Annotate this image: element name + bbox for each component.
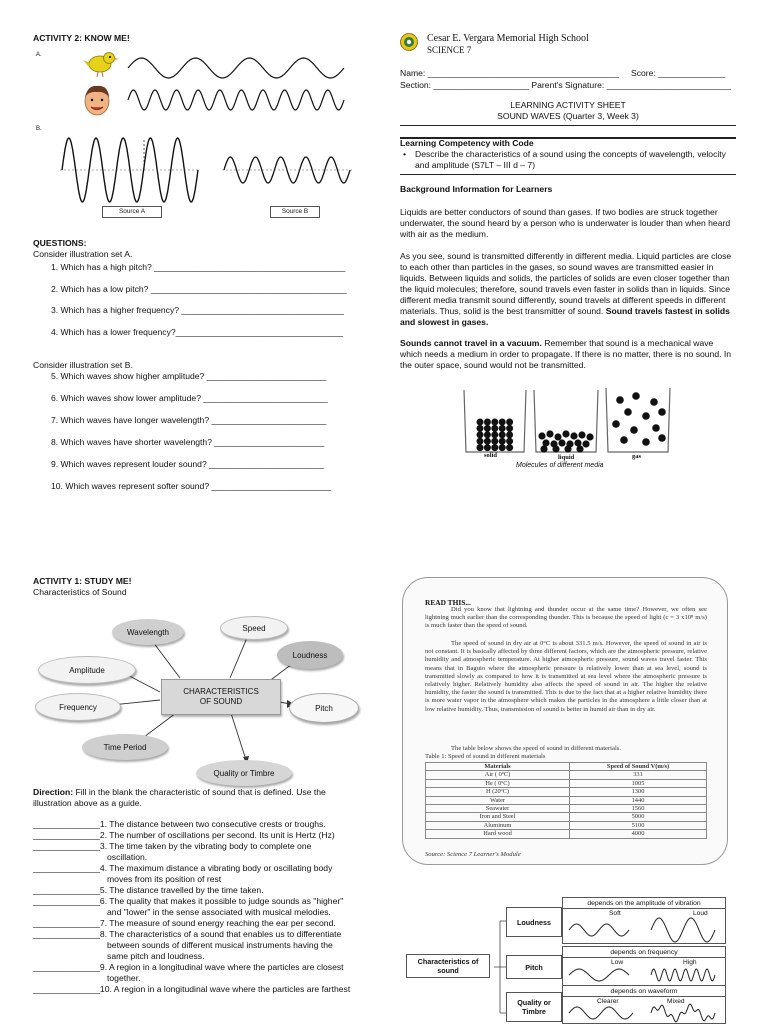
- liquid-molecule: [578, 431, 585, 438]
- gas-molecule: [642, 412, 650, 420]
- direction-bold: Direction:: [33, 787, 74, 797]
- table-cell: He ( 0ºC): [426, 779, 570, 787]
- gas-molecule: [630, 426, 638, 434]
- fill-item: ______________5. The distance travelled by the time taken.: [33, 885, 264, 895]
- liquid-molecule: [576, 445, 583, 452]
- gas-molecule: [624, 408, 632, 416]
- background-p2: [400, 251, 736, 328]
- media-beakers-illustration: [460, 386, 674, 460]
- question-5: 5. Which waves show higher amplitude? _________________________: [51, 371, 327, 381]
- liquid-molecule: [570, 432, 577, 439]
- liquid-molecule: [562, 430, 569, 437]
- liquid-molecule: [538, 432, 545, 439]
- gas-molecule: [632, 392, 640, 400]
- table-cell: H (20ºC): [426, 788, 570, 796]
- fill-item: ______________2. The number of oscillations per second. Its unit is Hertz (Hz): [33, 830, 335, 840]
- read-this-p2: The speed of sound in dry air at 0°C is about 331.5 m/s. However, the speed of sound in air is not constant. It is basically affected by three different factors, which are the atmospheric pressure, relative humidity and atmospheric temperature. At higher atmospheric pressure, sound waves travel faster. This means that in Baguio where the atmospheric pressure is relatively lower than at sea level, sound is transmitted slowly as compared to how it is transmitted at sea level where the atmospheric pressure is relatively higher. Relatively humidity also affects the speed of sound in air. The higher the relative humidity, the faster the sound is transmitted. This is due to the fact that at a higher relative humidity there is more water vapor in the atmosphere which makes the particles in the atmosphere a little closer than at low relative humidity. Thus, transmission of sound is better in humid air than in dry air.: [425, 640, 707, 713]
- table-cell: 4000: [570, 830, 707, 838]
- mixed-label: Mixed: [667, 998, 685, 1005]
- solid-molecule: [477, 419, 484, 426]
- solid-molecule: [484, 431, 491, 438]
- background-p3-text: Remember that sound is a mechanical wave which needs a medium in order to propagate. If there is no matter, there is no sound. In the outer space, sound would not be transmitted.: [400, 338, 732, 370]
- media-label-liquid: liquid: [558, 454, 575, 461]
- table-header-speed: Speed of Sound V(m/s): [570, 763, 707, 771]
- fill-item: oscillation.: [33, 852, 148, 862]
- liquid-molecule: [540, 445, 547, 452]
- table-cell: Iron and Steel: [426, 813, 570, 821]
- table-cell: 1005: [570, 779, 707, 787]
- gas-molecule: [616, 396, 624, 404]
- solid-molecule: [506, 444, 513, 451]
- wave-path: [128, 90, 344, 110]
- media-caption: Molecules of different media: [516, 462, 604, 469]
- solid-molecule: [499, 444, 506, 451]
- node-loudness: Loudness: [277, 641, 343, 669]
- school-seal-icon: [400, 33, 418, 51]
- solid-molecule: [491, 425, 498, 432]
- subject: SCIENCE 7: [427, 45, 472, 55]
- fill-item: ______________8. The characteristics of a sound that enables us to differentiate: [33, 929, 342, 939]
- wave-path: [651, 1004, 715, 1022]
- fill-item: moves from its position of rest: [33, 874, 222, 884]
- divider: [400, 174, 736, 175]
- background-p3-bold: Sounds cannot travel in a vacuum.: [400, 338, 542, 348]
- table-row: [426, 813, 707, 821]
- solid-molecule: [506, 425, 513, 432]
- question-10: 10. Which waves represent softer sound? _________________________: [51, 481, 331, 491]
- table-cell: Water: [426, 796, 570, 804]
- set-b-intro: Consider illustration set B.: [33, 360, 133, 370]
- char-quality: Quality or Timbre: [506, 992, 562, 1022]
- competency-heading: Learning Competency with Code: [400, 138, 534, 148]
- loudness-waves: [562, 908, 726, 944]
- question-1: 1. Which has a high pitch? ________________________________________: [51, 262, 346, 272]
- competency-text: Describe the characteristics of a sound using the concepts of wavelength, velocity and amplitude (S7LT – III d – 7): [415, 149, 726, 170]
- question-4: 4. Which has a lower frequency?___________________________________: [51, 327, 343, 337]
- soft-label: Soft: [609, 910, 621, 917]
- table-row: [426, 805, 707, 813]
- solid-molecule: [491, 438, 498, 445]
- solid-molecule: [499, 419, 506, 426]
- solid-molecule: [484, 438, 491, 445]
- fill-item: ______________3. The time taken by the vibrating body to complete one: [33, 841, 312, 851]
- read-this-p1: Did you know that lightning and thunder occur at the same time? However, we often see lightning much earlier than the corresponding thunder. This is because the speed of light (c = 3 x10⁸ m/s) is much faster than the speed of sound.: [425, 606, 707, 630]
- liquid-molecule: [564, 445, 571, 452]
- speed-of-sound-table: [425, 762, 707, 839]
- solid-molecule: [506, 431, 513, 438]
- set-a-intro: Consider illustration set A.: [33, 249, 133, 259]
- wave-path: [569, 924, 629, 936]
- label-b: B.: [36, 126, 42, 132]
- direction: [33, 787, 355, 809]
- table-source: Source: Science 7 Learner's Module: [425, 851, 521, 858]
- solid-molecule: [506, 419, 513, 426]
- char-loudness: Loudness: [506, 907, 562, 937]
- solid-molecule: [499, 431, 506, 438]
- bird-icon: [80, 50, 120, 78]
- activity2-title: ACTIVITY 2: KNOW ME!: [33, 33, 130, 43]
- direction-text: Fill in the blank the characteristic of sound that is defined. Use the illustration above as a guide.: [33, 787, 326, 808]
- gas-molecule: [620, 436, 628, 444]
- table-cell: Seawater: [426, 805, 570, 813]
- clearer-label: Clearer: [597, 998, 619, 1005]
- solid-molecule: [491, 431, 498, 438]
- table-cell: 5100: [570, 821, 707, 829]
- node-frequency: Frequency: [35, 693, 121, 721]
- score-field[interactable]: Score: ______________: [631, 68, 726, 78]
- solid-molecule: [477, 431, 484, 438]
- gas-molecule: [658, 434, 666, 442]
- sheet-subtitle: SOUND WAVES (Quarter 3, Week 3): [497, 111, 639, 121]
- high-frequency-wave: [126, 86, 346, 114]
- fill-item: ______________1. The distance between two consecutive crests or troughs.: [33, 819, 326, 829]
- center-node: [161, 679, 281, 715]
- loud-label: Loud: [693, 910, 708, 917]
- high-label: High: [683, 959, 697, 966]
- table-cell: 5000: [570, 813, 707, 821]
- wave-path: [569, 969, 629, 981]
- liquid-molecule: [554, 433, 561, 440]
- table-row: [426, 796, 707, 804]
- node-pitch: Pitch: [289, 693, 359, 723]
- read-this-heading: READ THIS...: [425, 598, 471, 607]
- solid-molecule: [499, 425, 506, 432]
- label-a: A.: [36, 52, 42, 58]
- gas-molecule: [652, 424, 660, 432]
- activity1-subtitle: Characteristics of Sound: [33, 587, 127, 597]
- question-6: 6. Which waves show lower amplitude? __________________________: [51, 393, 328, 403]
- table-cell: 1440: [570, 796, 707, 804]
- competency-bullet: • Describe the characteristics of a sound using the concepts of wavelength, velocity and amplitude (S7LT – III d – 7): [403, 149, 733, 171]
- activity1-title: ACTIVITY 1: STUDY ME!: [33, 576, 132, 586]
- table-cell: 1560: [570, 805, 707, 813]
- depends-frequency: depends on frequency: [562, 946, 726, 958]
- char-root: Characteristics of sound: [406, 954, 490, 978]
- fill-item: ______________10. A region in a longitudinal wave where the particles are farthest: [33, 984, 351, 994]
- fill-item: and "lower" in the sense associated with musical melodies.: [33, 907, 331, 917]
- question-2: 2. Which has a low pitch? _________________________________________: [51, 284, 347, 294]
- table-cell: Air ( 0ºC): [426, 771, 570, 779]
- depends-amplitude: depends on the amplitude of vibration: [562, 897, 726, 909]
- gas-molecule: [642, 438, 650, 446]
- section-field[interactable]: Section: ____________________ Parent's Signature: __________________________: [400, 80, 731, 90]
- liquid-molecule: [582, 440, 589, 447]
- liquid-molecule: [552, 445, 559, 452]
- background-heading: Background Information for Learners: [400, 184, 553, 194]
- table-caption: Table 1: Speed of sound in different materials: [425, 753, 546, 760]
- quality-wave-icons: [563, 997, 723, 1023]
- fill-item: ______________9. A region in a longitudinal wave where the particles are closest: [33, 962, 344, 972]
- question-9: 9. Which waves represent louder sound? ________________________: [51, 459, 324, 469]
- gas-molecule: [650, 398, 658, 406]
- low-frequency-wave: [126, 54, 346, 82]
- sheet-title: LEARNING ACTIVITY SHEET: [510, 100, 626, 110]
- liquid-molecule: [546, 430, 553, 437]
- fill-item: ______________7. The measure of sound energy reaching the ear per second.: [33, 918, 336, 928]
- gas-molecule: [612, 420, 620, 428]
- background-p2-bold: Sound travels fastest in solids and slowest in gases.: [400, 306, 730, 327]
- question-7: 7. Which waves have longer wavelength? ________________________: [51, 415, 327, 425]
- solid-molecule: [484, 444, 491, 451]
- liquid-molecule: [586, 433, 593, 440]
- gas-molecule: [658, 408, 666, 416]
- background-p3: [400, 338, 736, 371]
- source-a-wave: [60, 134, 200, 206]
- fill-item: ______________6. The quality that makes it possible to judge sounds as "higher": [33, 896, 344, 906]
- source-b-wave: [222, 150, 352, 190]
- table-row: [426, 779, 707, 787]
- low-label: Low: [611, 959, 624, 966]
- name-field[interactable]: Name: ________________________________________: [400, 68, 619, 78]
- node-time-period: Time Period: [82, 734, 168, 760]
- solid-molecule: [477, 444, 484, 451]
- source-a-label: Source A: [102, 206, 162, 218]
- center-node-label: CHARACTERISTICS OF SOUND: [183, 687, 259, 706]
- solid-molecule: [484, 419, 491, 426]
- pitch-waves: [562, 957, 726, 986]
- divider: [400, 125, 736, 126]
- background-p1: Liquids are better conductors of sound than gases. If two bodies are struck together underwater, the sound heard by a person who is underwater is louder than when heard with air as the medium.: [400, 207, 731, 239]
- solid-molecule: [506, 438, 513, 445]
- node-wavelength: Wavelength: [112, 619, 184, 645]
- loudness-wave-icons: [563, 909, 723, 943]
- table-row: [426, 821, 707, 829]
- school-name: Cesar E. Vergara Memorial High School: [427, 33, 589, 44]
- solid-molecule: [499, 438, 506, 445]
- wave-path: [651, 918, 715, 942]
- man-face-icon: [80, 83, 114, 117]
- solid-molecule: [477, 438, 484, 445]
- depends-waveform: depends on waveform: [562, 985, 726, 997]
- background-p2-text: As you see, sound is transmitted differently in different media. Liquid particles are close to each other than particles in the gases, so sound waves are transmitted easier in liquids. Between liquids and solids, the particles of solids are even closer together than the liquid molecules; therefore, sound travels even faster in solids than in liquids. Since different media transmit sound differently, sound travels at different speeds in different materials. Thus, solid is the best transmitter of sound.: [400, 251, 732, 316]
- pitch-wave-icons: [563, 958, 723, 985]
- liquid-molecule: [558, 439, 565, 446]
- source-b-label: Source B: [270, 206, 320, 218]
- node-speed: Speed: [220, 616, 288, 640]
- solid-molecule: [491, 419, 498, 426]
- questions-heading: QUESTIONS:: [33, 238, 87, 248]
- fill-item: same pitch and loudness.: [33, 951, 205, 961]
- wave-path: [128, 58, 344, 78]
- table-row: [426, 788, 707, 796]
- fill-item: ______________4. The maximum distance a vibrating body or oscillating body: [33, 863, 333, 873]
- table-header-materials: Materials: [426, 763, 570, 771]
- wave-path: [651, 969, 715, 981]
- node-amplitude: Amplitude: [38, 656, 136, 684]
- table-row: [426, 771, 707, 779]
- fill-item: together.: [33, 973, 141, 983]
- table-row: [426, 830, 707, 838]
- question-8: 8. Which waves have shorter wavelength? _______________________: [51, 437, 325, 447]
- media-label-gas: gas: [632, 453, 642, 460]
- wave-path: [569, 1007, 633, 1019]
- question-3: 3. Which has a higher frequency? __________________________________: [51, 305, 344, 315]
- solid-molecule: [484, 425, 491, 432]
- table-cell: 331: [570, 771, 707, 779]
- media-label-solid: solid: [484, 452, 498, 459]
- fill-in-list: [33, 819, 373, 995]
- char-pitch: Pitch: [506, 955, 562, 979]
- fill-item: between sounds of different musical instruments having the: [33, 940, 333, 950]
- table-cell: 1300: [570, 788, 707, 796]
- solid-molecule: [491, 444, 498, 451]
- read-this-p3: The table below shows the speed of sound in different materials.: [451, 745, 621, 752]
- node-quality-or-timbre: Quality or Timbre: [196, 760, 292, 786]
- table-cell: Aluminum: [426, 821, 570, 829]
- quality-waves: [562, 996, 726, 1024]
- solid-molecule: [477, 425, 484, 432]
- table-cell: Hard wood: [426, 830, 570, 838]
